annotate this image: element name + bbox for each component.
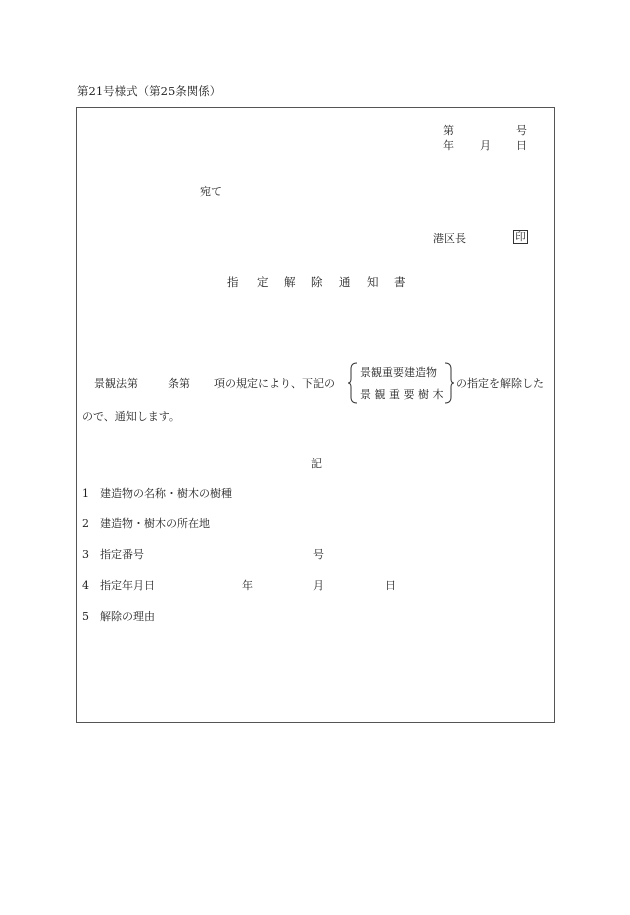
doc-number-prefix: 第 xyxy=(443,124,454,137)
body-line-2: ので、通知します。 xyxy=(82,410,180,423)
item-date-year: 年 xyxy=(242,579,253,592)
title-char: 書 xyxy=(394,275,406,289)
date-month: 月 xyxy=(480,139,491,152)
item-label: 建造物・樹木の所在地 xyxy=(100,517,210,530)
body-law-prefix: 景観法第 xyxy=(94,377,138,390)
title-char: 除 xyxy=(311,275,323,289)
seal-stamp: 印 xyxy=(513,230,528,244)
item-label: 指定年月日 xyxy=(100,579,155,592)
title-char: 解 xyxy=(284,275,296,289)
item-number: 5 xyxy=(82,610,89,623)
ki-heading: 記 xyxy=(311,457,322,470)
right-brace xyxy=(443,362,455,404)
item-label: 指定番号 xyxy=(100,548,144,561)
item-number: 3 xyxy=(82,548,89,561)
title-char: 知 xyxy=(367,275,379,289)
item-label: 解除の理由 xyxy=(100,610,155,623)
left-brace xyxy=(347,362,359,404)
item-date-day: 日 xyxy=(385,579,396,592)
addressee-suffix: 宛て xyxy=(200,185,222,198)
date-day: 日 xyxy=(516,139,527,152)
form-number: 第21号様式（第25条関係） xyxy=(77,84,222,98)
title-char: 通 xyxy=(339,275,351,289)
title-char: 定 xyxy=(257,275,269,289)
item-date-month: 月 xyxy=(313,579,324,592)
item-number-suffix: 号 xyxy=(313,548,324,561)
option-landscape-building: 景観重要建造物 xyxy=(360,366,437,379)
item-number: 2 xyxy=(82,517,89,530)
title-char: 指 xyxy=(227,275,239,289)
doc-number-suffix: 号 xyxy=(516,124,527,137)
option-landscape-tree: 景 観 重 要 樹 木 xyxy=(360,388,444,401)
date-year: 年 xyxy=(443,139,454,152)
body-article: 条第 xyxy=(168,377,190,390)
body-clause: 項の規定により、下記の xyxy=(214,377,335,390)
item-number: 4 xyxy=(82,579,89,592)
issuer: 港区長 xyxy=(433,232,466,245)
item-number: 1 xyxy=(82,487,89,500)
item-label: 建造物の名称・樹木の樹種 xyxy=(100,487,232,500)
body-suffix: の指定を解除した xyxy=(456,377,544,390)
